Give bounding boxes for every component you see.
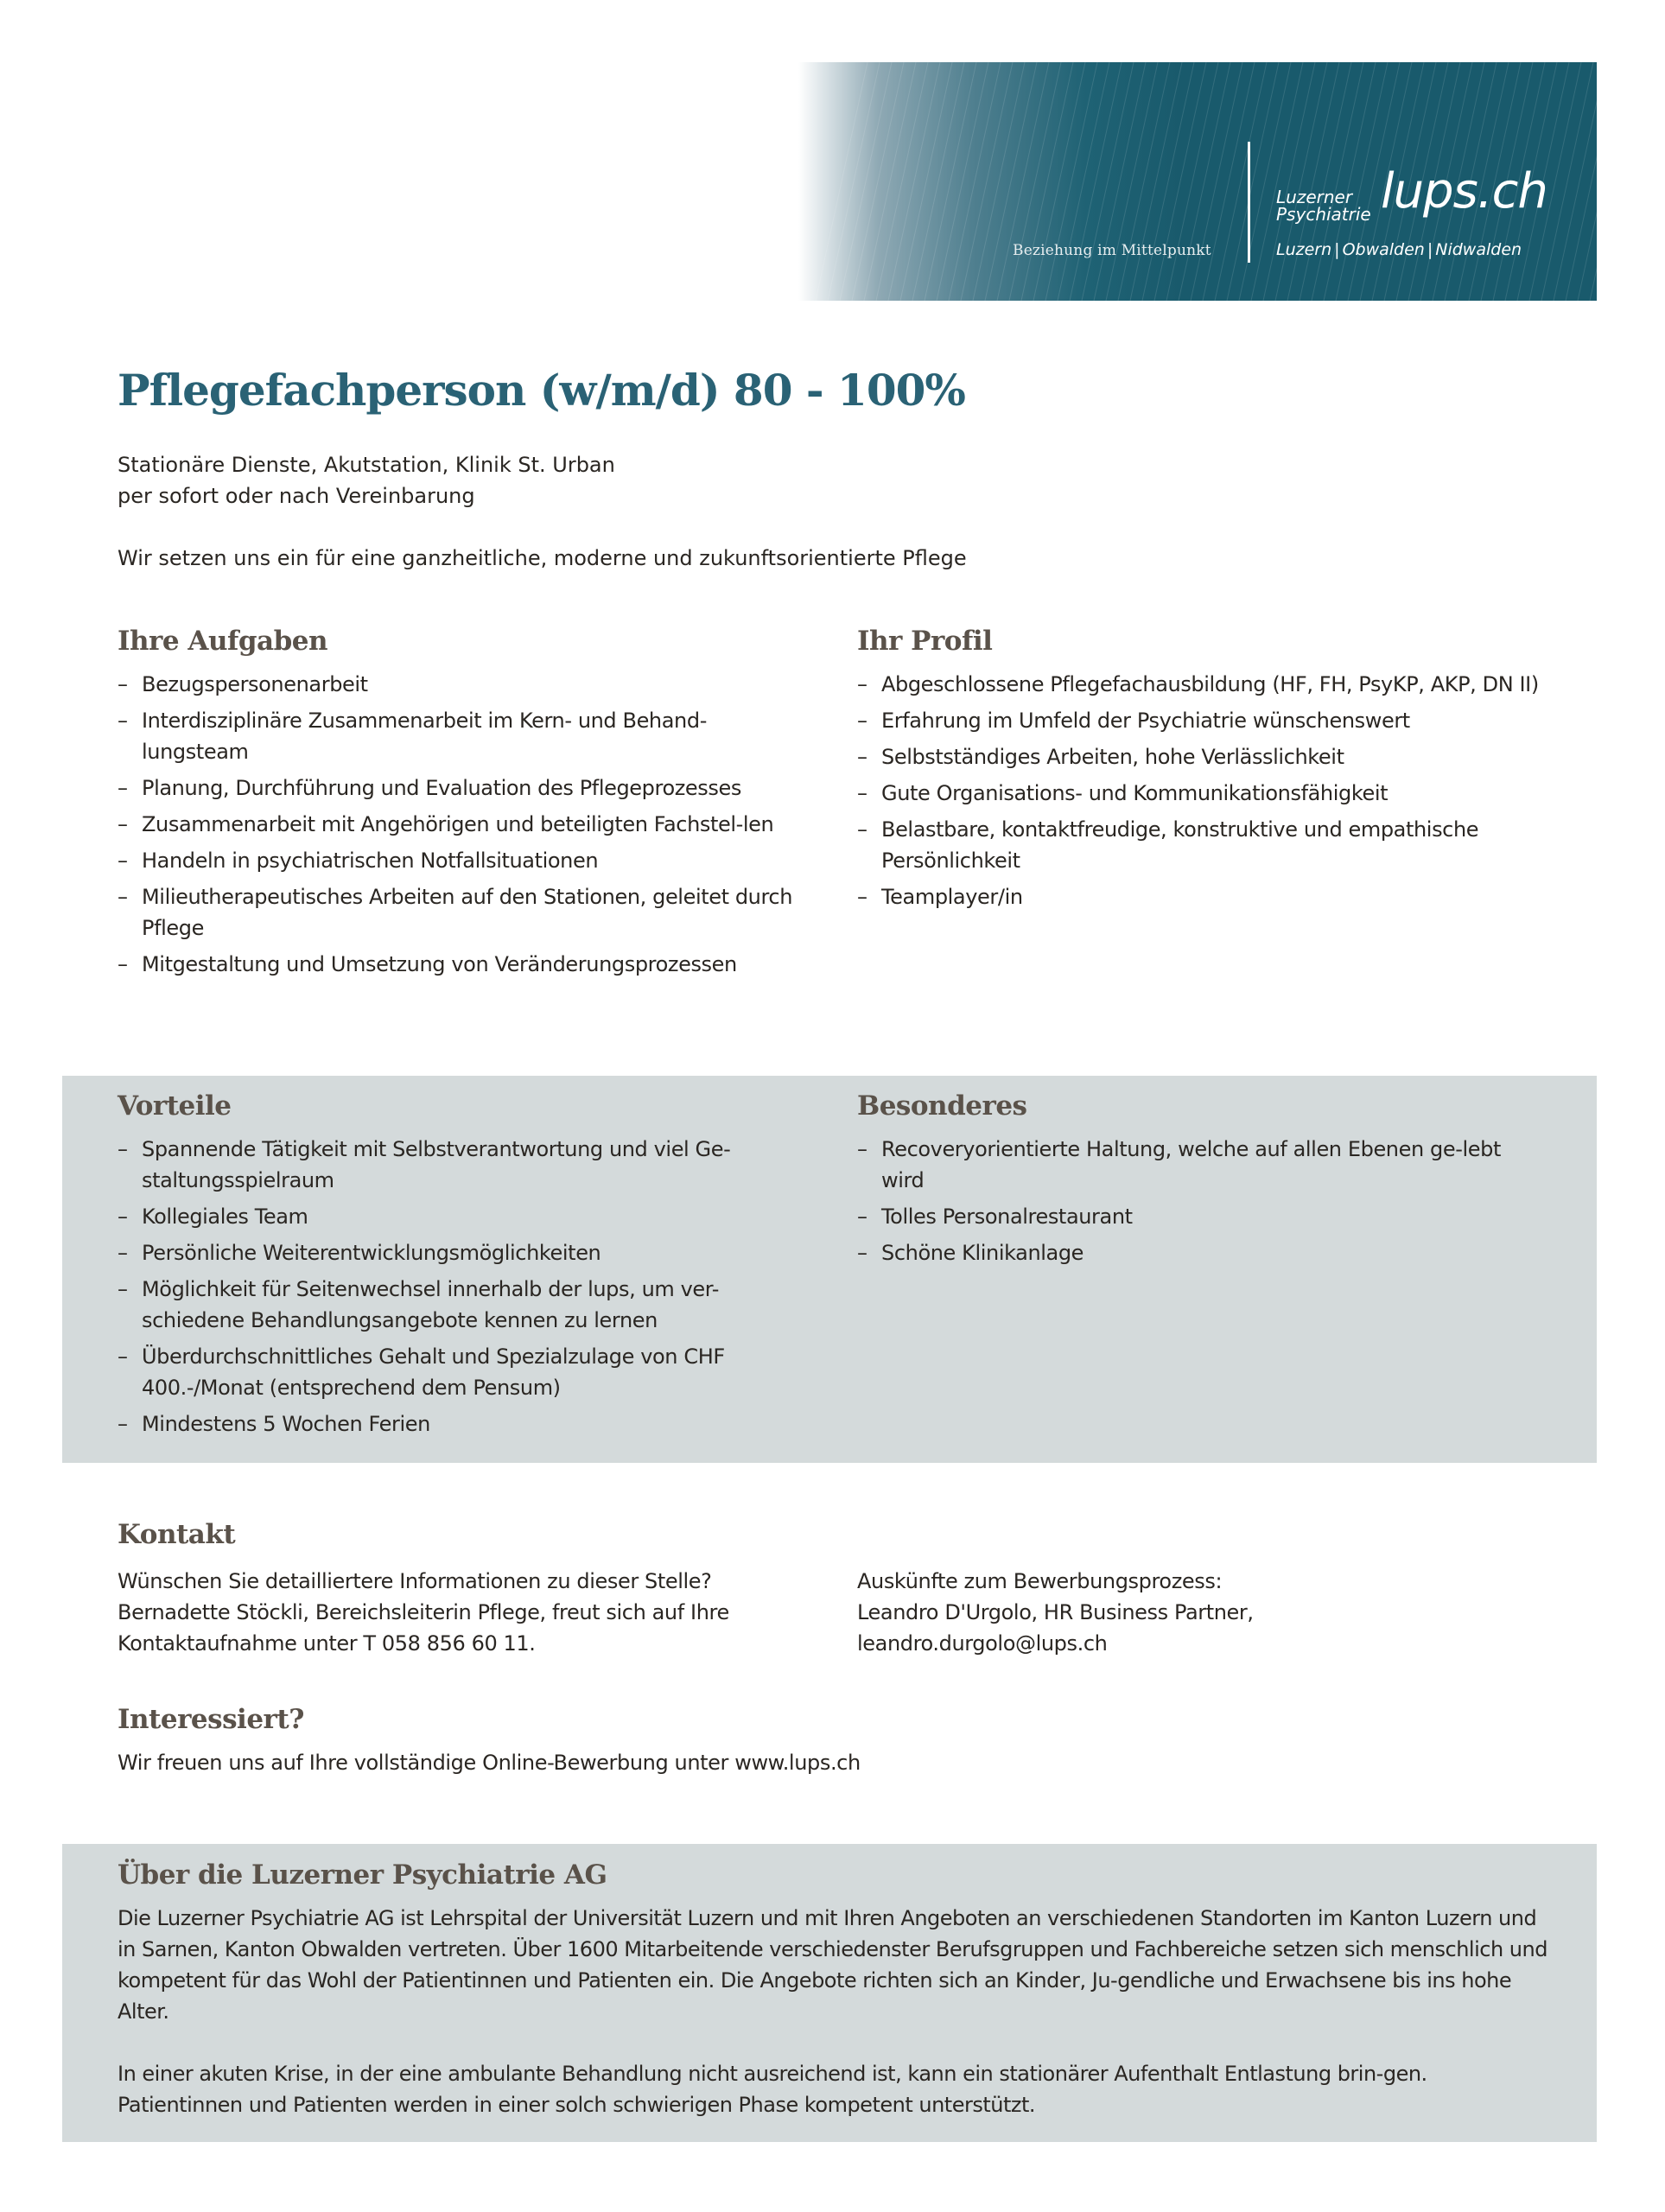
profile-list [857,669,1548,912]
tasks-heading: Ihre Aufgaben [118,626,328,657]
list-item: – Selbstständiges Arbeiten, hohe Verlässlichkeit [857,741,1548,772]
special-heading: Besonderes [857,1090,1027,1122]
job-mission: Wir setzen uns ein für eine ganzheitliche, moderne und zukunftsorientierte Pflege [118,546,967,570]
job-title: Pflegefachperson (w/m/d) 80 - 100% [118,365,965,416]
about-paragraph: In einer akuten Krise, in der eine ambulante Behandlung nicht ausreichend ist, kann ein stationärer Aufenthalt Entlastung brin-gen. Patientinnen und Patienten werden in einer solch schwierigen Phase kompetent unterstützt. [118,2062,1427,2117]
logo-line-1: Luzerner [1276,187,1353,207]
list-item: – Zusammenarbeit mit Angehörigen und beteiligten Fachstel-len [118,809,809,840]
special-section [857,1090,1548,1274]
list-item: – Bezugspersonenarbeit [118,669,809,700]
list-item: – Gute Organisations- und Kommunikationsfähigkeit [857,778,1548,809]
banner-line [1566,62,1597,301]
tagline: Beziehung im Mittelpunkt [1013,242,1211,259]
logo-wordmark [1276,188,1371,223]
list-item: – Mindestens 5 Wochen Ferien [118,1408,809,1440]
list-item: – Tolles Personalrestaurant [857,1201,1548,1232]
logo-divider [1248,142,1250,263]
list-item: – Möglichkeit für Seitenwechsel innerhalb der lups, um ver-schiedene Behandlungsangebote kennen zu lernen [118,1274,809,1336]
list-item: – Persönliche Weiterentwicklungsmöglichkeiten [118,1237,809,1268]
about-heading: Über die Luzerner Psychiatrie AG [118,1859,607,1891]
list-item: – Mitgestaltung und Umsetzung von Veränderungsprozessen [118,949,809,980]
region-luzern: Luzern [1276,240,1332,259]
job-start: per sofort oder nach Vereinbarung [118,484,475,508]
list-item: – Recoveryorientierte Haltung, welche auf allen Ebenen ge-lebt wird [857,1134,1548,1196]
contact-right-line: Leandro D'Urgolo, HR Business Partner, [857,1600,1254,1624]
tasks-list [118,669,809,980]
list-item: – Belastbare, kontaktfreudige, konstruktive und empathische Persönlichkeit [857,814,1548,876]
list-item: – Überdurchschnittliches Gehalt und Spezialzulage von CHF 400.-/Monat (entsprechend dem Pensum) [118,1341,809,1403]
contact-phone[interactable]: Kontaktaufnahme unter T 058 856 60 11. [118,1631,536,1656]
contact-right [857,1566,1548,1659]
special-list [857,1134,1548,1268]
contact-heading: Kontakt [118,1519,236,1550]
profile-section [857,626,1548,918]
interest-section [118,1704,1586,1778]
list-item: – Spannende Tätigkeit mit Selbstverantwortung und viel Ge-staltungsspielraum [118,1134,809,1196]
job-location: Stationäre Dienste, Akutstation, Klinik St. Urban [118,453,615,477]
list-item: – Planung, Durchführung und Evaluation des Pflegeprozesses [118,772,809,804]
contact-right-line: Auskünfte zum Bewerbungsprozess: [857,1569,1223,1593]
about-section [118,1859,1552,2120]
list-item: – Teamplayer/in [857,881,1548,912]
list-item: – Handeln in psychiatrischen Notfallsituationen [118,845,809,876]
regions [1276,240,1522,259]
contact-section [118,1519,1586,1562]
logo-domain: lups.ch [1381,163,1547,219]
contact-left [118,1566,809,1659]
header-banner [798,62,1597,301]
region-separator: | [1427,240,1433,259]
benefits-list [118,1134,809,1440]
list-item: – Abgeschlossene Pflegefachausbildung (HF, FH, PsyKP, AKP, DN II) [857,669,1548,700]
benefits-heading: Vorteile [118,1090,232,1122]
list-item: – Schöne Klinikanlage [857,1237,1548,1268]
tasks-section [118,626,809,985]
list-item: – Kollegiales Team [118,1201,809,1232]
region-nidwalden: Nidwalden [1435,240,1522,259]
list-item: – Milieutherapeutisches Arbeiten auf den Stationen, geleitet durch Pflege [118,881,809,944]
banner-line [1554,62,1597,301]
benefits-section [118,1090,809,1445]
interest-heading: Interessiert? [118,1704,304,1735]
contact-left-line: Bernadette Stöckli, Bereichsleiterin Pflege, freut sich auf Ihre [118,1600,729,1624]
list-item: – Interdisziplinäre Zusammenarbeit im Kern- und Behand-lungsteam [118,705,809,767]
region-separator: | [1334,240,1340,259]
interest-text[interactable]: Wir freuen uns auf Ihre vollständige Online-Bewerbung unter www.lups.ch [118,1751,861,1775]
profile-heading: Ihr Profil [857,626,993,657]
contact-left-line: Wünschen Sie detailliertere Informationen zu dieser Stelle? [118,1569,712,1593]
banner-line [1578,62,1597,301]
region-obwalden: Obwalden [1342,240,1425,259]
about-paragraph: Die Luzerner Psychiatrie AG ist Lehrspital der Universität Luzern und mit Ihren Angeboten an verschiedenen Standorten im Kanton Luzern und in Sarnen, Kanton Obwalden vertreten. Über 1600 Mitarbeitende verschiedenster Berufsgruppen und Fachbereiche setzen sich menschlich und kompetent für das Wohl der Patientinnen und Patienten ein. Die Angebote richten sich an Kinder, Ju-gendliche und Erwachsene bis ins hohe Alter. [118,1906,1547,2024]
logo-line-2: Psychiatrie [1276,204,1371,225]
banner-line [1590,62,1597,301]
contact-email-link[interactable]: leandro.durgolo@lups.ch [857,1631,1108,1656]
job-intro [118,449,1068,574]
list-item: – Erfahrung im Umfeld der Psychiatrie wünschenswert [857,705,1548,736]
